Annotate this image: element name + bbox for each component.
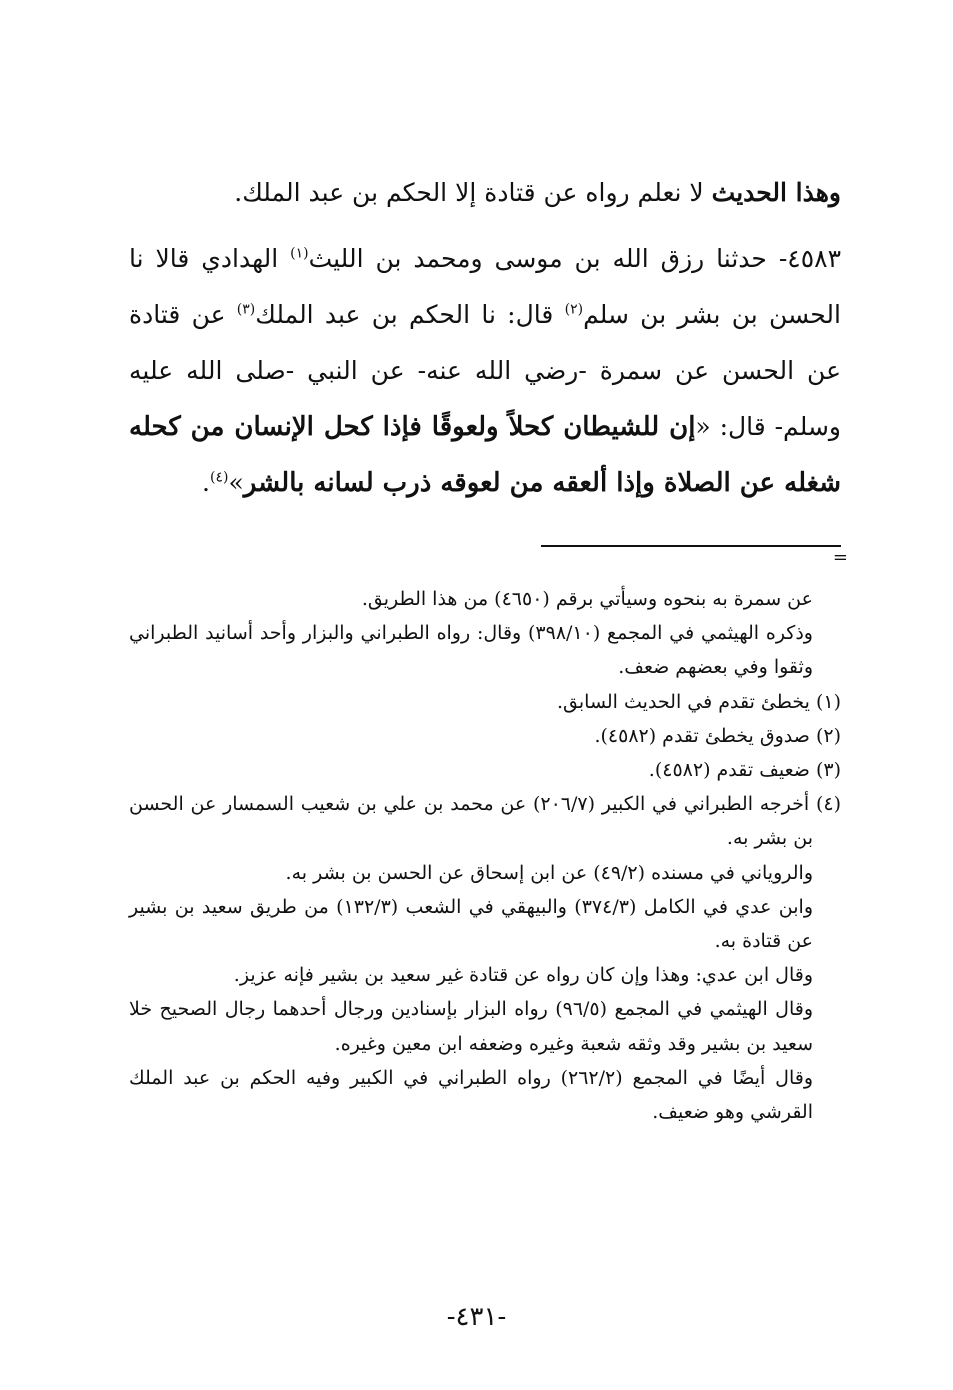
intro-paragraph bbox=[129, 165, 841, 221]
main-text bbox=[129, 165, 841, 511]
intro-bold-phrase: وهذا الحديث bbox=[711, 178, 841, 207]
footnote-ref-2[interactable]: (٢) bbox=[564, 301, 584, 318]
intro-text: لا نعلم رواه عن قتادة إلا الحكم بن عبد الملك. bbox=[234, 178, 712, 207]
footnote-4-line: وقال أيضًا في المجمع (٢٦٢/٢) رواه الطبراني في الكبير وفيه الحكم بن عبد الملك القرشي وهو ضعيف. bbox=[129, 1066, 813, 1124]
footnote-separator bbox=[541, 545, 841, 547]
footnote-ref-3[interactable]: (٣) bbox=[236, 301, 256, 318]
footnote-continuation-line: وذكره الهيثمي في المجمع (٣٩٨/١٠) وقال: رواه الطبراني والبزار وأحد أسانيد الطبراني وثقوا وفي بعضهم ضعف. bbox=[129, 622, 813, 679]
footnotes bbox=[129, 582, 841, 1129]
footnote-2: (٢) صدوق يخطئ تقدم (٤٥٨٢). bbox=[594, 724, 841, 747]
footnote-1: (١) يخطئ تقدم في الحديث السابق. bbox=[556, 690, 841, 713]
footnote-ref-4[interactable]: (٤) bbox=[209, 469, 229, 486]
footnote-ref-1[interactable]: (١) bbox=[290, 245, 309, 262]
page-number: -٤٣١- bbox=[446, 1302, 507, 1332]
hadith-isnad-2: الهدادي قالا نا الحسن بن بشر بن سلم bbox=[129, 244, 841, 329]
footnote-4-line: والروياني في مسنده (٤٩/٢) عن ابن إسحاق عن الحسن بن بشر به. bbox=[285, 861, 813, 884]
footnote-4-line: وقال ابن عدي: وهذا وإن كان رواه عن قتادة غير سعيد بن بشير فإنه عزيز. bbox=[233, 964, 813, 987]
footnote-continuation-line: عن سمرة به بنحوه وسيأتي برقم (٤٦٥٠) من هذا الطريق. bbox=[361, 588, 813, 610]
footnote-4-line: وقال الهيثمي في المجمع (٩٦/٥) رواه البزار بإسنادين ورجال أحدهما رجال الصحيح خلا سعيد بن بشير وقد وثقه شعبة وغيره وضعفه ابن معين وغيره. bbox=[129, 998, 813, 1055]
footnote-4-line: وابن عدي في الكامل (٣٧٤/٣) والبيهقي في الشعب (١٣٢/٣) من طريق سعيد بن بشير عن قتادة به. bbox=[129, 895, 813, 953]
hadith-quote-close: » bbox=[228, 468, 244, 497]
footnote-3: (٣) ضعيف تقدم (٤٥٨٢). bbox=[648, 759, 841, 782]
hadith-paragraph bbox=[129, 231, 841, 511]
hadith-isnad-3: قال: نا الحكم بن عبد الملك bbox=[255, 300, 565, 329]
hadith-isnad-4: عن قتادة عن الحسن عن سمرة -رضي الله عنه- عن النبي -صلى الله عليه وسلم- قال: « bbox=[129, 300, 841, 441]
footnote-4: (٤) أخرجه الطبراني في الكبير (٢٠٦/٧) عن محمد بن علي بن شعيب السمسار عن الحسن بن بشر به. bbox=[129, 793, 841, 850]
hadith-matn: إن للشيطان كحلاً ولعوقًا فإذا كحل الإنسان من كحله شغله عن الصلاة وإذا ألعقه من لعوقه ذرب لسانه بالشر bbox=[129, 412, 841, 498]
continuation-mark: = bbox=[832, 547, 848, 568]
hadith-end-mark: . bbox=[202, 468, 210, 497]
hadith-isnad-1: ٤٥٨٣- حدثنا رزق الله بن موسى ومحمد بن الليث bbox=[308, 244, 841, 273]
